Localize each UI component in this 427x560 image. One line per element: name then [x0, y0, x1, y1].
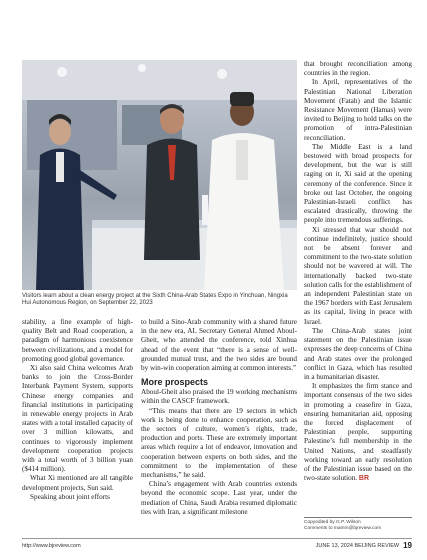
paragraph: In April, representatives of the Palestinian National Liberation Movement (Fatah) and the Islamic Resistance Movement (Hamas) were invited to Beijing to hold talks on the promotion of intra-Palestinian reconciliation. [304, 78, 412, 142]
footer-divider [22, 538, 412, 539]
page-number: 19 [403, 541, 412, 550]
issue-date: JUNE 13, 2024 BEIJING REVIEW [315, 542, 400, 549]
photo-caption: Visitors learn about a clean energy project at the Sixth China-Arab States Expo in Yinchuan, Ningxia Hui Autonomous Region, on September 22, 2023 [22, 293, 288, 307]
footer-website[interactable]: http://www.bjreview.com [22, 543, 81, 549]
article-column-1 [22, 318, 133, 502]
paragraph: The China-Arab states joint statement on the Palestinian issue expresses the deep concerns of China and Arab states over the prolonged conflict in Gaza, which has resulted in a humanitarian disaster. [304, 326, 412, 381]
article-column-2 [141, 318, 297, 517]
article-column-3 [304, 60, 412, 483]
paragraph: Xi stressed that war should not continue indefinitely, justice should not be absent forever and commitment to the two-state solution should not be wavered at will. The internationally backed two-state solution calls for the establishment of an independent Palestinian state on the 1967 borders with East Jerusalem as its capital, living in peace with Israel. [304, 225, 412, 326]
paragraph: that brought reconciliation among countries in the region. [304, 60, 412, 78]
end-mark: BR [358, 475, 370, 483]
paragraph: Xi also said China welcomes Arab banks to join the Cross-Border Interbank Payment System, supports Chinese energy companies and financial institutions in participating in renewable energy projects in Arab states with a total installed capacity of over 3 million kilowatts, and continues to vigorously implement development cooperation projects with a total worth of 3 billion yuan ($414 million). [22, 364, 133, 474]
paragraph-text: It emphasizes the firm stance and important consensus of the two sides in promoting a ceasefire in Gaza, ensuring humanitarian aid, opposing the forced displacement of Palestinian people, supporting Palestine’s full membership in the United Nations, and steadfastly working toward an early resolution of the Palestinian issue based on the two-state solution. [304, 382, 412, 483]
paragraph: to build a Sino-Arab community with a shared future in the new era, AL Secretary General Ahmed Aboul-Gheit, who attended the conference, told Xinhua ahead of the event that “there is a sense of well-grounded mutual trust, and the two sides are bound by win-win cooperation aiming at common interests.” [141, 318, 297, 373]
paragraph: What Xi mentioned are all tangible development projects, Sun said. [22, 474, 133, 492]
paragraph: Aboul-Gheit also praised the 19 working mechanisms within the CASCF framework. [141, 388, 297, 406]
paragraph: Speaking about joint efforts [30, 492, 110, 501]
expo-photo [22, 60, 297, 290]
paragraph [304, 382, 412, 483]
photo-illustration [22, 60, 297, 290]
footer-issue-info [316, 541, 412, 550]
paragraph: China’s engagement with Arab countries extends beyond the economic scope. Last year, under the mediation of China, Saudi Arabia resumed diplomatic ties with Iran, a significant milestone [141, 480, 297, 516]
section-subheading: More prospects [141, 377, 209, 388]
paragraph: The Middle East is a land bestowed with broad prospects for development, but the war is still raging on it, Xi said at the opening ceremony of the conference. Since it broke out last October, the ongoing Palestinian-Israeli conflict has escalated drastically, throwing the people into tremendous sufferings. [304, 142, 412, 225]
copyeditor-line: Copyedited by G.P. Wilson [304, 520, 361, 525]
paragraph: stability, a fine example of high-quality Belt and Road cooperation, a paradigm of harmonious coexistence between civilizations, and a model for promoting good global governance. [22, 318, 133, 363]
copyedit-credit [304, 517, 412, 532]
paragraph: “This means that there are 19 sectors in which work is being done to enhance cooperation, such as the sectors of culture, women’s rights, trade, production and ports. These are extremely important areas which require a lot of endeavor, innovation and cooperation between experts on both sides, and the commitment to the implementation of these mechanisms,” he said. [141, 406, 297, 480]
comments-line: Comments to mamm@bjreview.com [304, 526, 382, 531]
